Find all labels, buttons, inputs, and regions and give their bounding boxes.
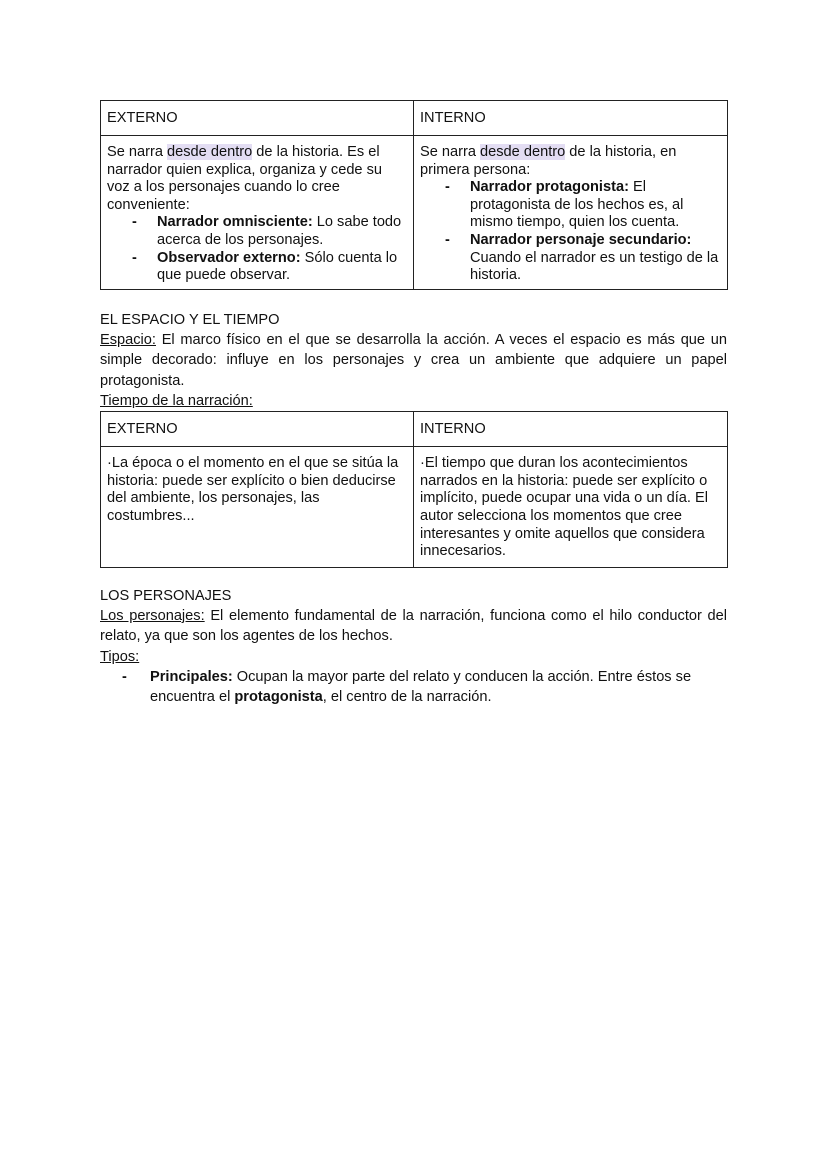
- narrator-table: [100, 100, 728, 290]
- dash-bullet: -: [445, 179, 450, 196]
- term-narrador-secundario: Narrador personaje secundario:: [470, 231, 692, 248]
- list-item: - Narrador personaje secundario: Cuando el narrador es un testigo de la historia.: [445, 231, 719, 284]
- section-title-espacio-tiempo: EL ESPACIO Y EL TIEMPO: [100, 311, 280, 328]
- document-page: [100, 100, 727, 708]
- dash-bullet: -: [132, 214, 137, 231]
- time-header-interno: INTERNO: [414, 412, 728, 447]
- espacio-label: Espacio:: [100, 331, 156, 348]
- tipos-list: [100, 667, 727, 708]
- tipos-label: Tipos:: [100, 648, 140, 665]
- list-item: - Narrador protagonista: El protagonista de los hechos es, al mismo tiempo, quien los cuenta.: [445, 179, 684, 231]
- narrator-header-interno: INTERNO: [414, 101, 728, 136]
- time-interno-cell: ·El tiempo que duran los acontecimientos narrados en la historia: puede ser explícito o implícito, puede ocupar una vida o un día. El autor selecciona los momentos que cree interesantes y omite aquellos que considera innecesarios.: [414, 447, 728, 568]
- narrator-interno-intro: Se narra desde dentro de la historia, en primera persona:: [420, 144, 677, 178]
- narrator-header-externo: EXTERNO: [101, 101, 414, 136]
- highlight-desde-dentro: desde dentro: [167, 144, 253, 160]
- dash-bullet: -: [122, 668, 127, 685]
- narrator-externo-cell: [101, 136, 414, 290]
- highlight-desde-dentro: desde dentro: [480, 144, 566, 160]
- term-principales: Principales:: [150, 668, 233, 685]
- time-table-header-row: [101, 412, 728, 447]
- term-protagonista: protagonista: [234, 689, 323, 706]
- personajes-paragraph: Los personajes: El elemento fundamental de la narración, funciona como el hilo conductor del relato, ya que son los agentes de los hechos.: [100, 607, 727, 645]
- list-item: - Observador externo: Sólo cuenta lo que puede observar.: [132, 249, 398, 284]
- tiempo-label: Tiempo de la narración:: [100, 393, 253, 410]
- dash-bullet: -: [132, 249, 137, 266]
- dash-bullet: -: [445, 231, 450, 248]
- term-observador-externo: Observador externo:: [157, 249, 301, 266]
- section-title-personajes: LOS PERSONAJES: [100, 587, 232, 604]
- term-narrador-omnisciente: Narrador omnisciente:: [157, 214, 313, 231]
- time-table: [100, 411, 728, 568]
- narrator-externo-list: [107, 214, 407, 284]
- time-table-body-row: [101, 447, 728, 568]
- espacio-paragraph: Espacio: El marco físico en el que se desarrolla la acción. A veces el espacio es más que un simple decorado: influye en los personajes y crea un ambiente que adquiere un papel protagonista.: [100, 331, 727, 389]
- narrator-table-body-row: [101, 136, 728, 290]
- narrator-externo-intro: Se narra desde dentro de la historia. Es el narrador quien explica, organiza y cede su voz a los personajes cuando lo cree conveniente:: [107, 144, 383, 213]
- narrator-interno-list: [420, 179, 721, 285]
- narrator-interno-cell: [414, 136, 728, 290]
- narrator-table-header-row: [101, 101, 728, 136]
- term-narrador-protagonista: Narrador protagonista:: [470, 179, 629, 196]
- time-externo-cell: ·La época o el momento en el que se sitúa la historia: puede ser explícito o bien deducirse del ambiente, los personajes, las costumbres...: [101, 447, 414, 568]
- personajes-label: Los personajes:: [100, 607, 205, 624]
- list-item: - Principales: Ocupan la mayor parte del relato y conducen la acción. Entre éstos se encuentra el protagonista, el centro de la narración.: [122, 668, 692, 706]
- list-item: - Narrador omnisciente: Lo sabe todo acerca de los personajes.: [132, 214, 402, 248]
- time-header-externo: EXTERNO: [101, 412, 414, 447]
